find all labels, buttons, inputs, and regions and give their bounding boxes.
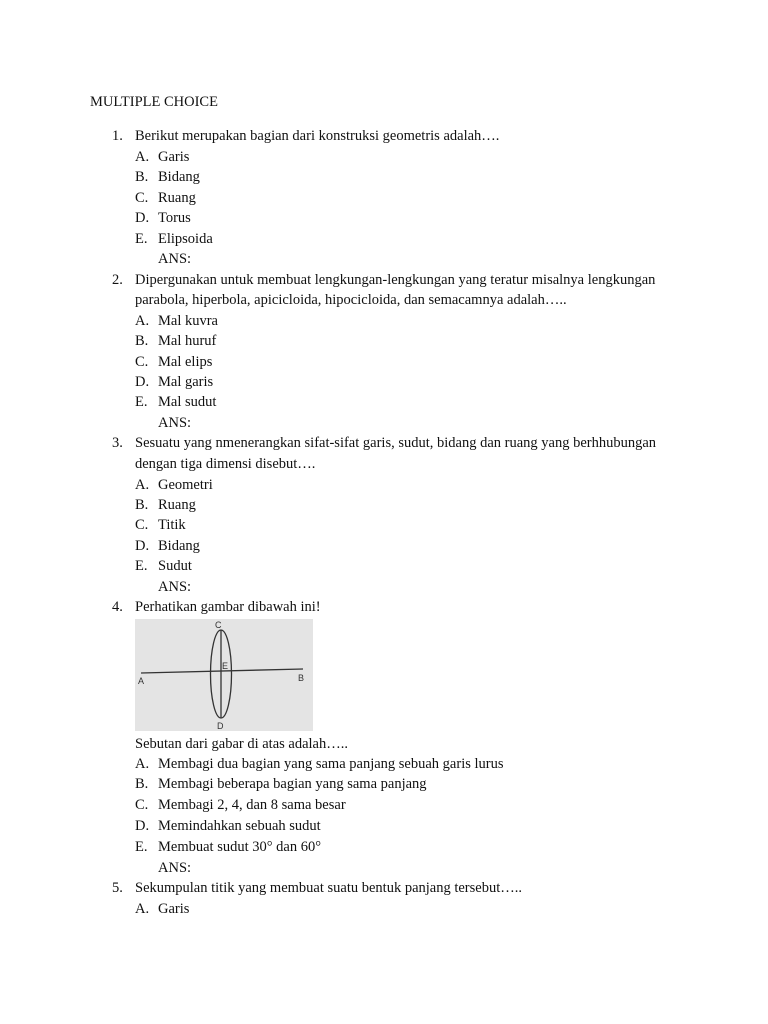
option-text: Garis — [158, 149, 190, 165]
option-text: Bidang — [158, 538, 200, 554]
option-text: Sudut — [158, 558, 192, 574]
option-letter: B. — [135, 169, 149, 185]
option-letter: B. — [135, 497, 149, 513]
answer-label: ANS: — [158, 860, 192, 876]
option-letter: A. — [135, 477, 150, 493]
option-text: Geometri — [158, 477, 213, 493]
question-text: Sekumpulan titik yang membuat suatu bentuk panjang tersebut….. — [135, 880, 522, 896]
question-text: Sesuatu yang nmenerangkan sifat-sifat garis, sudut, bidang dan ruang yang berhhubungan — [135, 435, 657, 451]
option-text: Membagi 2, 4, dan 8 sama besar — [158, 797, 346, 813]
answer-label: ANS: — [158, 579, 192, 595]
option-text: Torus — [158, 210, 191, 226]
option-text: Membagi dua bagian yang sama panjang sebuah garis lurus — [158, 756, 504, 772]
option-text: Titik — [158, 517, 186, 533]
option-text: Mal kuvra — [158, 313, 218, 329]
question-text: dengan tiga dimensi disebut…. — [135, 456, 316, 472]
question-text: Berikut merupakan bagian dari konstruksi geometris adalah…. — [135, 128, 500, 144]
option-text: Ruang — [158, 497, 196, 513]
option-text: Mal elips — [158, 354, 213, 370]
option-letter: A. — [135, 756, 150, 772]
label-e: E — [222, 661, 229, 671]
option-letter: E. — [135, 839, 148, 855]
option-text: Mal sudut — [158, 394, 217, 410]
option-text: Membagi beberapa bagian yang sama panjang — [158, 776, 427, 792]
question-number: 1. — [112, 128, 123, 144]
option-text: Elipsoida — [158, 231, 213, 247]
label-b: B — [298, 673, 305, 683]
figure-drawing — [135, 619, 313, 731]
option-letter: E. — [135, 394, 148, 410]
option-letter: D. — [135, 210, 150, 226]
question-number: 4. — [112, 599, 123, 615]
question-number: 5. — [112, 880, 123, 896]
question-text: Dipergunakan untuk membuat lengkungan-lengkungan yang teratur misalnya lengkungan — [135, 272, 656, 288]
option-letter: A. — [135, 149, 150, 165]
option-text: Ruang — [158, 190, 196, 206]
section-heading: MULTIPLE CHOICE — [90, 94, 218, 110]
option-text: Bidang — [158, 169, 200, 185]
option-letter: C. — [135, 190, 149, 206]
option-letter: C. — [135, 354, 149, 370]
figure-caption: Sebutan dari gabar di atas adalah….. — [135, 736, 348, 752]
line-bisection-figure — [135, 619, 313, 731]
question-number: 2. — [112, 272, 123, 288]
option-letter: D. — [135, 538, 150, 554]
option-letter: D. — [135, 374, 150, 390]
option-text: Mal garis — [158, 374, 214, 390]
option-letter: D. — [135, 818, 150, 834]
label-d: D — [217, 721, 224, 731]
option-text: Membuat sudut 30° dan 60° — [158, 839, 322, 855]
answer-label: ANS: — [158, 251, 192, 267]
option-letter: C. — [135, 797, 149, 813]
option-letter: A. — [135, 313, 150, 329]
question-text: parabola, hiperbola, apicicloida, hipocicloida, dan semacamnya adalah….. — [135, 292, 567, 308]
option-letter: A. — [135, 901, 150, 917]
option-text: Garis — [158, 901, 190, 917]
question-number: 3. — [112, 435, 123, 451]
answer-label: ANS: — [158, 415, 192, 431]
question-text: Perhatikan gambar dibawah ini! — [135, 599, 321, 615]
option-letter: C. — [135, 517, 149, 533]
option-text: Mal huruf — [158, 333, 217, 349]
option-letter: B. — [135, 776, 149, 792]
option-letter: E. — [135, 231, 148, 247]
label-a: A — [138, 676, 145, 686]
option-letter: E. — [135, 558, 148, 574]
option-text: Memindahkan sebuah sudut — [158, 818, 321, 834]
option-letter: B. — [135, 333, 149, 349]
label-c: C — [215, 620, 222, 630]
